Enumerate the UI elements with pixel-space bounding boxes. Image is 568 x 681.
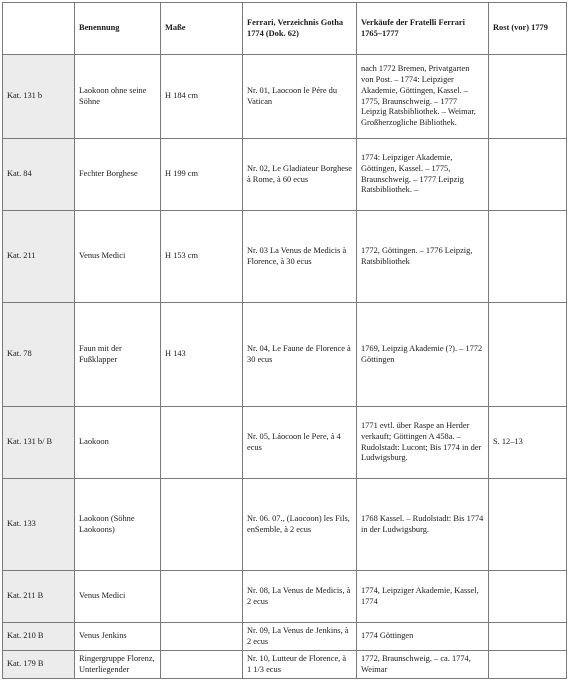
table-cell bbox=[489, 651, 567, 679]
table-cell bbox=[161, 479, 243, 571]
catalog-table bbox=[2, 2, 567, 679]
table-cell bbox=[489, 303, 567, 407]
table-cell: Laokoon ohne seine Söhne bbox=[75, 55, 161, 139]
table-cell bbox=[161, 407, 243, 479]
table-cell: Nr. 08, La Venus de Medicis, à 2 ecus bbox=[243, 571, 357, 623]
header-cell bbox=[3, 3, 75, 55]
table-cell: H 199 cm bbox=[161, 139, 243, 211]
table-row bbox=[3, 623, 567, 651]
table-cell: nach 1772 Bremen, Privatgarten von Post. – 1774: Leipziger Akademie, Göttingen, Kassel. – 1775, Braunschweig. – 1777 Leipzig Ratsbibliothek. – Weimar, Großherzogliche Bibliothek. bbox=[357, 55, 489, 139]
header-cell: Verkäufe der Fratelli Ferrari 1765–1777 bbox=[357, 3, 489, 55]
table-cell: Kat. 210 B bbox=[3, 623, 75, 651]
header-cell: Benennung bbox=[75, 3, 161, 55]
table-cell: Venus Medici bbox=[75, 211, 161, 303]
table-cell bbox=[489, 55, 567, 139]
table-cell: H 143 bbox=[161, 303, 243, 407]
table-cell bbox=[489, 139, 567, 211]
table-cell bbox=[489, 479, 567, 571]
table-cell: Nr. 05, Láocoon le Pere, à 4 ecus bbox=[243, 407, 357, 479]
table-cell bbox=[489, 623, 567, 651]
table-cell: Nr. 10, Lutteur de Florence, à 1 1/3 ecus bbox=[243, 651, 357, 679]
table-cell: Kat. 131 b/ B bbox=[3, 407, 75, 479]
table-cell bbox=[489, 571, 567, 623]
table-cell: H 184 cm bbox=[161, 55, 243, 139]
table-cell: 1769, Leipzig Akademie (?). – 1772 Göttingen bbox=[357, 303, 489, 407]
table-cell bbox=[161, 571, 243, 623]
table-cell: Nr. 01, Laocoon le Pére du Vatican bbox=[243, 55, 357, 139]
table-cell: Kat. 179 B bbox=[3, 651, 75, 679]
table-row bbox=[3, 571, 567, 623]
table-cell: Nr. 09, La Venus de Jenkins, à 2 ecus bbox=[243, 623, 357, 651]
table-cell: Venus Medici bbox=[75, 571, 161, 623]
table-row bbox=[3, 211, 567, 303]
table-cell: Laokoon bbox=[75, 407, 161, 479]
table-cell bbox=[161, 623, 243, 651]
table-cell: Nr. 03 La Venus de Medicis à Florence, à 30 ecus bbox=[243, 211, 357, 303]
table-row bbox=[3, 139, 567, 211]
table-cell: 1768 Kassel. – Rudolstadt: Bis 1774 in der Ludwigsburg. bbox=[357, 479, 489, 571]
table-header-row bbox=[3, 3, 567, 55]
table-cell: Kat. 211 bbox=[3, 211, 75, 303]
table-row bbox=[3, 651, 567, 679]
table-row bbox=[3, 55, 567, 139]
table-cell: Nr. 04, Le Faune de Florence à 30 ecus bbox=[243, 303, 357, 407]
table-cell: Kat. 211 B bbox=[3, 571, 75, 623]
table-cell: 1771 evtl. über Raspe an Herder verkauft; Göttingen A 458a. – Rudolstadt: Lucont; Bis 1774 in der Ludwigsburg. bbox=[357, 407, 489, 479]
table-cell bbox=[489, 211, 567, 303]
table-cell: 1774 Göttingen bbox=[357, 623, 489, 651]
table-cell: Kat. 133 bbox=[3, 479, 75, 571]
table-cell: 1772, Göttingen. – 1776 Leipzig, Ratsbibliothek bbox=[357, 211, 489, 303]
table-row bbox=[3, 407, 567, 479]
header-cell: Maße bbox=[161, 3, 243, 55]
table-cell: H 153 cm bbox=[161, 211, 243, 303]
table-cell: Nr. 02, Le Gladiateur Borghese à Rome, à 60 ecus bbox=[243, 139, 357, 211]
header-cell: Ferrari, Verzeichnis Gotha 1774 (Dok. 62) bbox=[243, 3, 357, 55]
table-cell: Kat. 84 bbox=[3, 139, 75, 211]
table-cell: Ringergruppe Florenz, Unterliegender bbox=[75, 651, 161, 679]
table-cell: Laokoon (Söhne Laokoons) bbox=[75, 479, 161, 571]
header-cell: Rost (vor) 1779 bbox=[489, 3, 567, 55]
table-cell: Kat. 131 b bbox=[3, 55, 75, 139]
table-cell bbox=[161, 651, 243, 679]
table-cell: Venus Jenkins bbox=[75, 623, 161, 651]
table-cell: Kat. 78 bbox=[3, 303, 75, 407]
table-cell: 1772, Braunschweig. – ca. 1774, Weimar bbox=[357, 651, 489, 679]
table-cell: 1774, Leipziger Akademie, Kassel, 1774 bbox=[357, 571, 489, 623]
table-cell: Nr. 06. 07., (Laocoon) les Fils, enSemble, à 2 ecus bbox=[243, 479, 357, 571]
table-row bbox=[3, 479, 567, 571]
table-row bbox=[3, 303, 567, 407]
table-cell: 1774: Leipziger Akademie, Göttingen, Kassel. – 1775, Braunschweig. – 1777 Leipzig Ratsbibliothek. – bbox=[357, 139, 489, 211]
table-cell: Fechter Borghese bbox=[75, 139, 161, 211]
table-cell: Faun mit der Fußklapper bbox=[75, 303, 161, 407]
table-cell: S. 12–13 bbox=[489, 407, 567, 479]
